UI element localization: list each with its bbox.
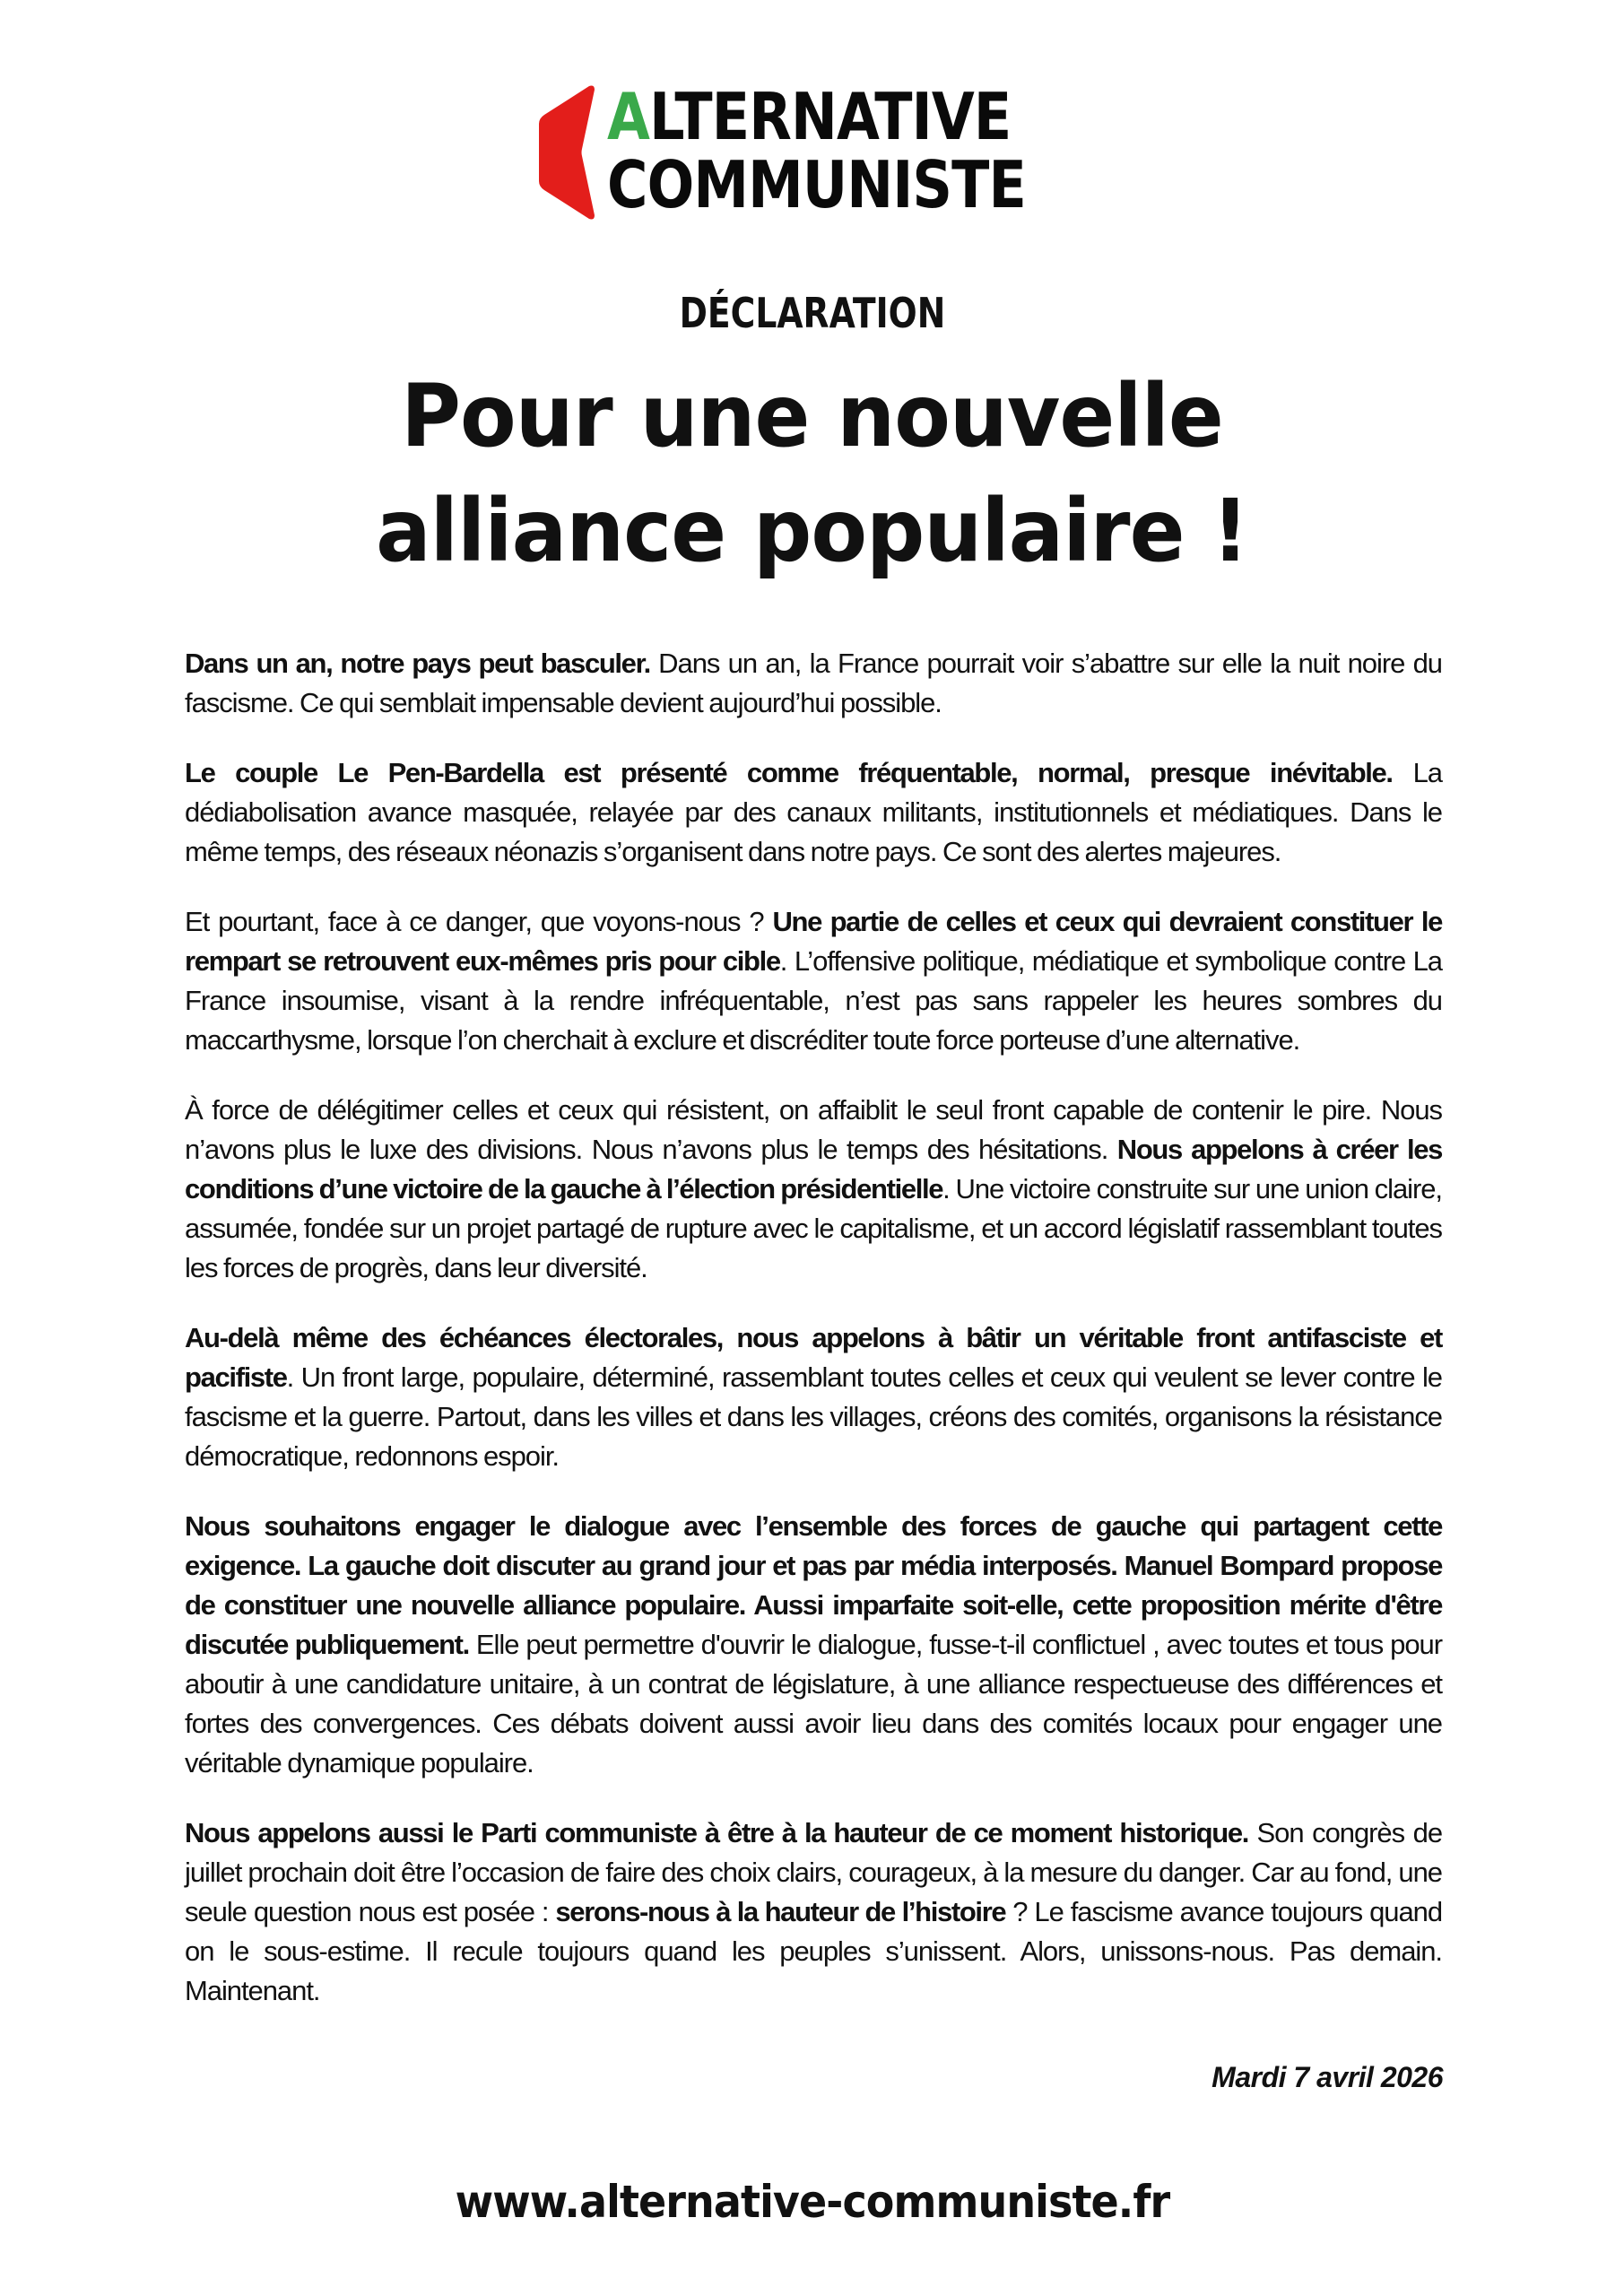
website-url-text[interactable]: www.alternative-communiste.fr: [455, 2176, 1169, 2228]
paragraph: [185, 902, 1442, 1060]
logo-line2: COMMUNISTE: [607, 147, 1026, 222]
body-text: Et pourtant, face à ce danger, que voyons-nous ?: [185, 906, 773, 937]
declaration-body: [185, 644, 1442, 2041]
page-title: [0, 359, 1624, 588]
emphasis-text: Le couple Le Pen-Bardella est présenté comme fréquentable, normal, presque inévitable.: [185, 757, 1393, 788]
logo-accent-letter: A: [607, 79, 650, 154]
kicker-heading: [0, 289, 1624, 337]
body-text: . Un front large, populaire, déterminé, rassemblant toutes celles et ceux qui veulent se lever contre le fascisme et la guerre. Partout, dans les villes et dans les villages, créons des comités, organisons la résistance démocratique, redonnons espoir.: [185, 1361, 1442, 1472]
title-line-1: Pour une nouvelle: [401, 366, 1223, 466]
emphasis-text: Au-delà même des échéances électorales, nous appelons à bâtir un véritable front antifasciste et pacifiste: [185, 1322, 1442, 1393]
body-text: À force de délégitimer celles et ceux qui résistent, on affaiblit le seul front capable de contenir le pire. Nous n’avons plus le luxe des divisions. Nous n’avons plus le temps des hésitations.: [185, 1094, 1442, 1165]
paragraph: [185, 1507, 1442, 1783]
logo-mark-icon: [535, 84, 598, 221]
body-text: La dédiabolisation avance masquée, relayée par des canaux militants, institutionnels et médiatiques. Dans le même temps, des réseaux néonazis s’organisent dans notre pays. Ce sont des alertes majeures.: [185, 757, 1442, 867]
publication-date: Mardi 7 avril 2026: [1211, 2061, 1443, 2093]
body-text: . L’offensive politique, médiatique et symbolique contre La France insoumise, visant à la rendre infréquentable, n’est pas sans rappeler les heures sombres du maccarthysme, lorsque l’on cherchait à exclure et discréditer toute force porteuse d’une alternative.: [185, 945, 1442, 1056]
body-text: Dans un an, la France pourrait voir s’abattre sur elle la nuit noire du fascisme. Ce qui semblait impensable devient aujourd’hui possible.: [185, 648, 1442, 718]
body-text: ? Le fascisme avance toujours quand on le sous-estime. Il recule toujours quand les peuples s’unissent. Alors, unissons-nous. Pas demain. Maintenant.: [185, 1896, 1443, 2006]
kicker-text: DÉCLARATION: [679, 289, 945, 337]
website-url[interactable]: [0, 2176, 1624, 2228]
paragraph: [185, 1318, 1442, 1476]
body-text: Elle peut permettre d'ouvrir le dialogue, fusse-t-il conflictuel , avec toutes et tous pour aboutir à une candidature unitaire, à un contrat de législature, à une alliance respectueuse des différences et fortes des convergences. Ces débats doivent aussi avoir lieu dans des comités locaux pour engager une véritable dynamique populaire.: [185, 1629, 1442, 1779]
body-text: . Une victoire construite sur une union claire, assumée, fondée sur un projet partagé de rupture avec le capitalisme, et un accord législatif rassemblant toutes les forces de progrès, dans leur diversité.: [185, 1173, 1442, 1283]
emphasis-text: Nous appelons aussi le Parti communiste à être à la hauteur de ce moment historique.: [185, 1817, 1248, 1848]
paragraph: [185, 753, 1442, 872]
emphasis-text: Nous souhaitons engager le dialogue avec l’ensemble des forces de gauche qui partagent cette exigence. La gauche doit discuter au grand jour et pas par média interposés. Manuel Bompard propose de constituer une nouvelle alliance populaire. Aussi imparfaite soit-elle, cette proposition mérite d'être discutée publiquement.: [185, 1510, 1442, 1660]
logo-line1: LTERNATIVE: [649, 79, 1012, 154]
logo: [535, 79, 1109, 228]
paragraph: [185, 1813, 1442, 2011]
paragraph: [185, 644, 1442, 723]
body-text: Son congrès de juillet prochain doit être l’occasion de faire des choix clairs, courageux, à la mesure du danger. Car au fond, une seule question nous est posée :: [185, 1817, 1443, 1927]
logo-wordmark: [607, 79, 1109, 222]
emphasis-text: Une partie de celles et ceux qui devraient constituer le rempart se retrouvent eux-mêmes pris pour cible: [185, 906, 1442, 977]
title-line-2: alliance populaire !: [376, 481, 1248, 581]
emphasis-text: Nous appelons à créer les conditions d’une victoire de la gauche à l’élection présidentielle: [185, 1134, 1442, 1205]
emphasis-text: Dans un an, notre pays peut basculer.: [185, 648, 650, 679]
paragraph: [185, 1091, 1442, 1288]
emphasis-text: serons-nous à la hauteur de l’histoire: [555, 1896, 1006, 1927]
